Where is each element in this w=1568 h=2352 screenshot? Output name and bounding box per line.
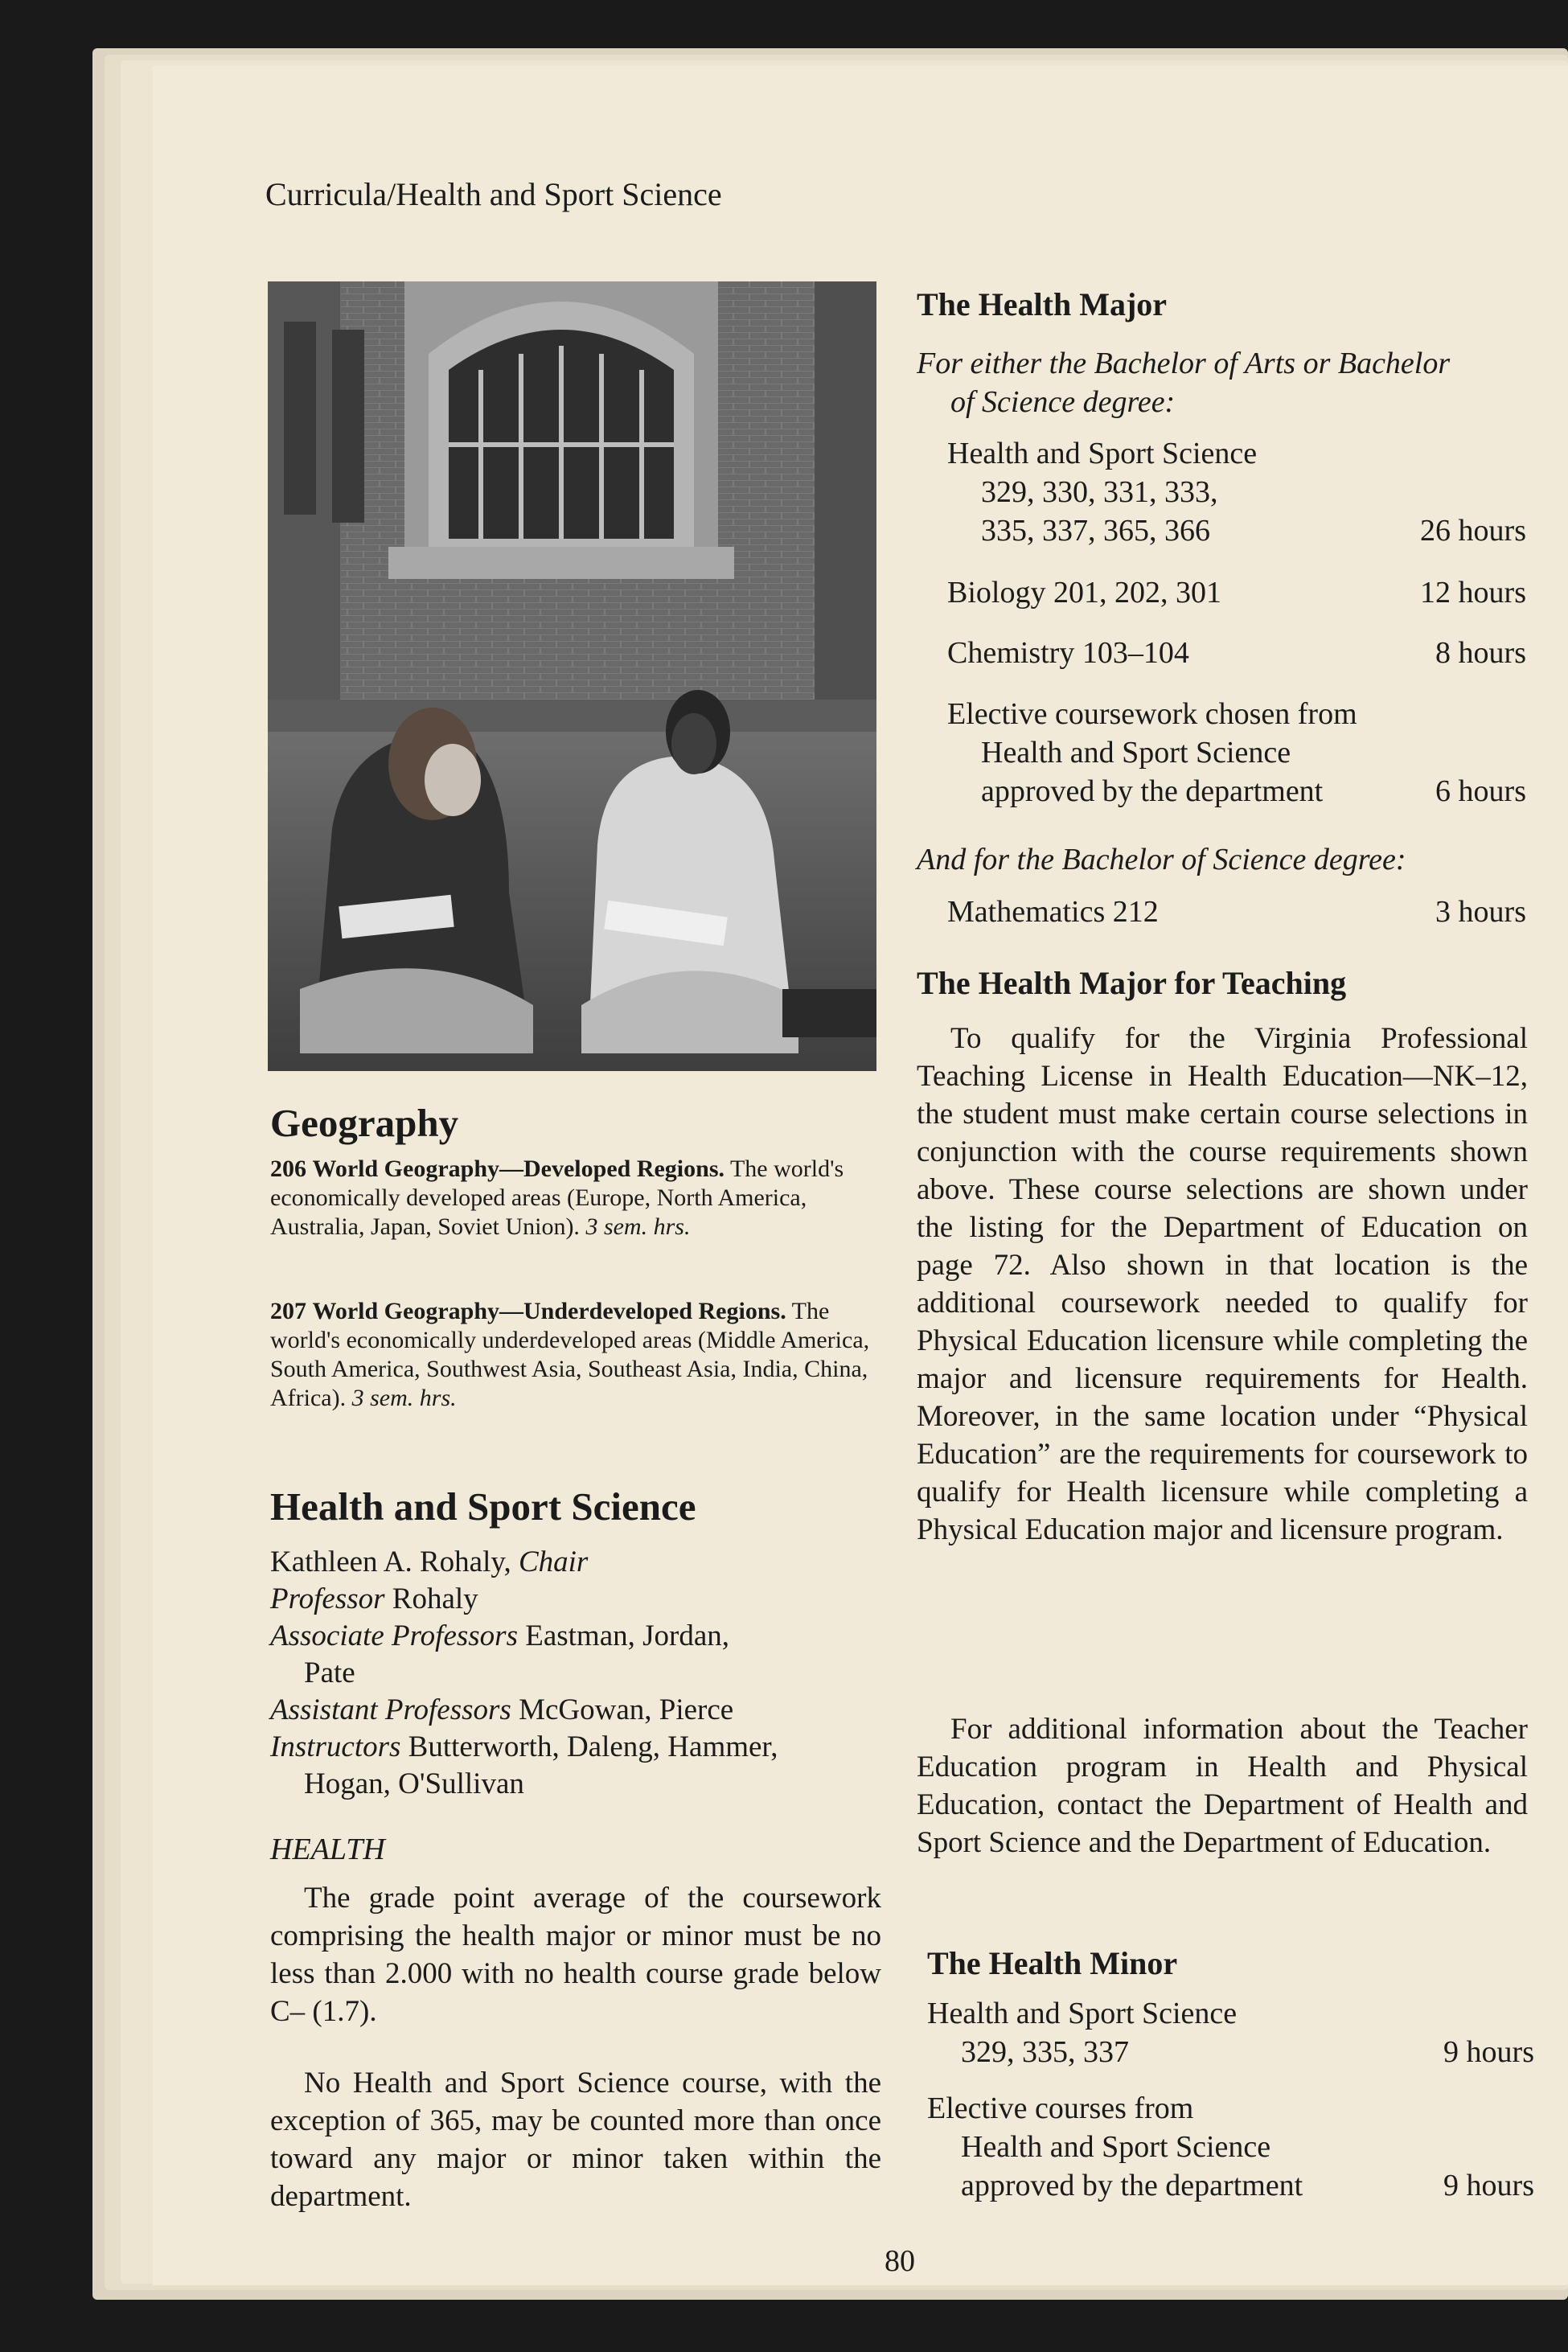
associate-names: Eastman, Jordan, — [525, 1619, 730, 1652]
faculty-instructors — [270, 1729, 881, 1766]
requirement-hours: 9 hours — [1443, 2035, 1534, 2069]
gpa-paragraph: The grade point average of the coursework comprising the health major or minor must be no less than 2.000 with no health course grade below C– (1.7). — [270, 1882, 881, 2028]
course-206 — [270, 1155, 881, 1242]
requirement-hours: 3 hours — [1435, 895, 1526, 929]
instructors-names: Butterworth, Daleng, Hammer, — [408, 1730, 778, 1763]
faculty-assistant — [270, 1692, 881, 1729]
running-head-subsection: /Health and Sport Science — [387, 176, 722, 212]
requirement-hours: 26 hours — [1420, 514, 1526, 548]
faculty-list — [270, 1544, 881, 1803]
course-number: 206 — [270, 1155, 306, 1182]
teaching-paragraph: To qualify for the Virginia Professional Teaching License in Health Education—NK–12, the student must make certain course selections in conjunction with the course requirements shown above. These course selections are shown under the listing for the Department of Education on page 72. Also shown in that location is the additional coursework needed to qualify for Physical Education licensure while completing the major and licensure requirements for Health. Moreover, in the same location under “Physical Education” are the requirements for coursework to qualify for Health licensure while completing a Physical Education major and licensure program. — [917, 1022, 1528, 1546]
course-credits: 3 sem. hrs. — [351, 1385, 457, 1411]
requirement-hours: 8 hours — [1435, 636, 1526, 670]
faculty-instructors-cont: Hogan, O'Sullivan — [304, 1767, 524, 1800]
assistant-names: McGowan, Pierce — [519, 1693, 734, 1726]
health-minor-heading: The Health Minor — [927, 1945, 1178, 1981]
requirement-biology — [947, 573, 1526, 612]
requirement-line: 335, 337, 365, 366 — [981, 514, 1210, 548]
associate-role: Associate Professors — [270, 1619, 518, 1652]
requirement-hours: 6 hours — [1435, 774, 1526, 808]
course-description: The world's economically developed areas (Europe, North America, Australia, Japan, Soviet Union). — [270, 1155, 844, 1240]
assistant-role: Assistant Professors — [270, 1693, 511, 1726]
requirement-line: Biology 201, 202, 301 — [947, 576, 1221, 610]
requirement-line: 329, 335, 337 — [961, 2035, 1129, 2069]
requirement-line: Health and Sport Science — [927, 1997, 1238, 2030]
photo-students-on-lawn — [268, 281, 876, 1071]
requirement-line: Health and Sport Science — [981, 736, 1291, 770]
page-number: 80 — [885, 2244, 915, 2278]
degree-note-line: For either the Bachelor of Arts or Bachelor — [917, 347, 1451, 380]
requirement-line: Elective coursework chosen from — [947, 697, 1357, 731]
requirement-electives — [947, 695, 1526, 811]
requirement-line: Health and Sport Science — [961, 2130, 1271, 2164]
teaching-heading: The Health Major for Teaching — [917, 965, 1347, 1001]
faculty-chair — [270, 1544, 881, 1581]
requirement-line: Mathematics 212 — [947, 895, 1159, 929]
requirement-line: approved by the department — [981, 774, 1324, 808]
health-major-degree-note — [917, 344, 1536, 421]
faculty-associate-cont: Pate — [304, 1656, 355, 1689]
chair-name: Kathleen A. Rohaly, — [270, 1545, 511, 1578]
health-major-heading: The Health Major — [917, 286, 1168, 322]
course-207 — [270, 1297, 881, 1413]
requirement-line: Chemistry 103–104 — [947, 636, 1189, 670]
running-head-section: Curricula — [265, 176, 388, 212]
geography-heading: Geography — [270, 1101, 459, 1145]
requirement-line: Health and Sport Science — [947, 437, 1258, 470]
hss-heading: Health and Sport Science — [270, 1484, 696, 1529]
course-title: World Geography—Developed Regions. — [312, 1155, 725, 1182]
running-head — [265, 175, 722, 213]
course-credits: 3 sem. hrs. — [585, 1213, 691, 1240]
course-number: 207 — [270, 1298, 306, 1324]
requirement-chemistry — [947, 634, 1526, 672]
instructors-role: Instructors — [270, 1730, 401, 1763]
bs-degree-note: And for the Bachelor of Science degree: — [917, 843, 1406, 876]
requirement-hours: 9 hours — [1443, 2169, 1534, 2202]
minor-requirement-hss — [927, 1994, 1534, 2071]
requirement-line: Elective courses from — [927, 2091, 1194, 2125]
minor-requirement-electives — [927, 2089, 1534, 2205]
course-title: World Geography—Underdeveloped Regions. — [312, 1298, 786, 1324]
course-count-paragraph: No Health and Sport Science course, with the exception of 365, may be counted more than once toward any major or minor taken within the department. — [270, 2067, 881, 2213]
additional-info-paragraph: For additional information about the Teacher Education program in Health and Physical Education, contact the Department of Health and Sport Science and the Department of Education. — [917, 1713, 1528, 1859]
faculty-associate — [270, 1618, 881, 1655]
chair-role: Chair — [518, 1545, 589, 1578]
requirement-hss-courses — [947, 434, 1526, 550]
requirement-mathematics — [947, 893, 1526, 931]
requirement-line: approved by the department — [961, 2169, 1303, 2202]
professor-names: Rohaly — [392, 1582, 478, 1615]
degree-note-line: of Science degree: — [950, 385, 1176, 419]
health-subheading: HEALTH — [270, 1833, 385, 1866]
requirement-line: 329, 330, 331, 333, — [981, 475, 1218, 509]
requirement-hours: 12 hours — [1420, 576, 1526, 610]
faculty-professor — [270, 1581, 881, 1618]
professor-role: Professor — [270, 1582, 385, 1615]
course-description: The world's economically underdeveloped areas (Middle America, South America, Southwest Asia, Southeast Asia, India, China, Africa). — [270, 1298, 870, 1411]
